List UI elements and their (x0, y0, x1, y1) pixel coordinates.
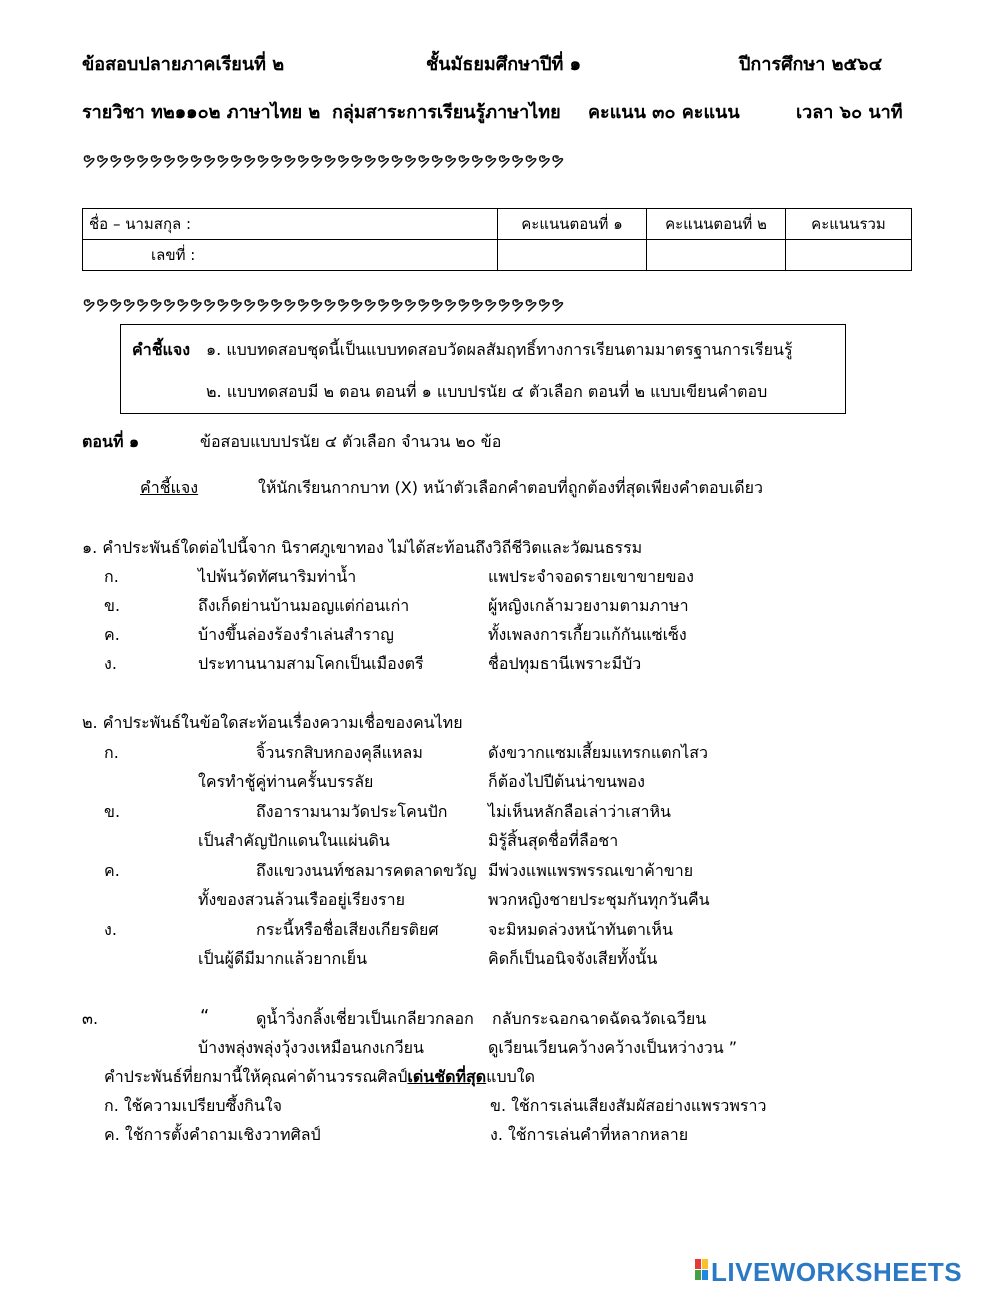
q1-option-c-marker[interactable]: ค. (104, 625, 120, 644)
question-3-number: ๓. (82, 1009, 99, 1028)
logo-text: LIVEWORKSHEETS (711, 1257, 963, 1287)
q1-option-d-marker[interactable]: ง. (104, 654, 117, 673)
name-field[interactable] (83, 209, 498, 240)
q2-option-d-line-4: คิดก็เป็นอนิจจังเสียทั้งนั้น (488, 949, 658, 968)
question-3-prefix: คำประพันธ์ที่ยกมานี้ให้คุณค่าด้านวรรณศิลป์ (104, 1067, 408, 1086)
question-3-open-quote: “ (200, 1006, 210, 1027)
q2-option-c-marker[interactable]: ค. (104, 861, 120, 880)
q1-option-a-marker[interactable]: ก. (104, 567, 119, 586)
q2-option-a-line-4: ก็ต้องไปปีต้นน่าขนพอง (488, 772, 645, 791)
q2-option-c-line-3: ทั้งของสวนล้วนเรืออยู่เรียงราย (198, 890, 405, 909)
score-part2-cell[interactable] (647, 240, 786, 271)
logo-block-green (695, 1270, 701, 1280)
subject-code: รายวิชา ท๒๑๑๐๒ ภาษาไทย ๒ (82, 102, 321, 123)
q1-option-a-line-2: แพประจำจอดรายเขาขายของ (488, 567, 694, 586)
ornament-divider-top: ຯຯຯຯຯຯຯຯຯຯຯຯຯຯຯຯຯຯຯຯຯຯຯຯຯຯຯຯຯຯຯຯຯຯຯຯ (82, 150, 565, 170)
ornament-divider-bottom: ຯຯຯຯຯຯຯຯຯຯຯຯຯຯຯຯຯຯຯຯຯຯຯຯຯຯຯຯຯຯຯຯຯຯຯຯ (82, 294, 565, 314)
score-part1-header: คะแนนตอนที่ ๑ (498, 209, 647, 240)
q3-verse-line-2: กลับกระฉอกฉาดฉัดฉวัดเฉวียน (492, 1009, 707, 1028)
part1-label: ตอนที่ ๑ (82, 432, 140, 451)
time-limit: เวลา ๖๐ นาที (796, 102, 903, 123)
q2-option-b-line-1: ถึงอารามนามวัดประโคนปัก (256, 802, 448, 821)
q3-option-a[interactable]: ก. ใช้ความเปรียบซึ้งกินใจ (104, 1096, 282, 1115)
q2-option-c-line-1: ถึงแขวงนนท์ชลมารคตลาดขวัญ (256, 861, 477, 880)
academic-year: ปีการศึกษา ๒๕๖๔ (739, 54, 883, 75)
q3-verse-line-4: ดูเวียนเวียนคว้างคว้างเป็นหว่างวน ” (488, 1038, 738, 1057)
score-part1-cell[interactable] (498, 240, 647, 271)
q2-option-a-marker[interactable]: ก. (104, 743, 119, 762)
q3-option-b[interactable]: ข. ใช้การเล่นเสียงสัมผัสอย่างแพรวพราว (490, 1096, 767, 1115)
q2-option-d-line-2: จะมิหมดล่วงหน้าทันตาเห็น (488, 920, 673, 939)
q2-option-b-line-4: มิรู้สิ้นสุดชื่อที่ลือชา (488, 831, 619, 850)
student-info-table (82, 208, 912, 271)
q1-option-b-line-1: ถึงเก็ดย่านบ้านมอญแต่ก่อนเก่า (198, 596, 410, 615)
score-part2-header: คะแนนตอนที่ ๒ (647, 209, 786, 240)
exam-title: ข้อสอบปลายภาคเรียนที่ ๒ (82, 54, 285, 75)
logo-block-yellow (702, 1259, 708, 1269)
q2-option-c-line-2: มีพ่วงแพแพรพรรณเขาค้าขาย (488, 861, 694, 880)
q3-option-c[interactable]: ค. ใช้การตั้งคำถามเชิงวาทศิลป์ (104, 1125, 321, 1144)
grade-level: ชั้นมัธยมศึกษาปีที่ ๑ (426, 54, 582, 75)
name-label: ชื่อ – นามสกุล : (89, 215, 192, 233)
q3-verse-line-1: ดูน้ำวิ่งกลิ้งเชี่ยวเป็นเกลียวกลอก (256, 1009, 474, 1028)
q2-option-b-line-3: เป็นสำคัญปักแดนในแผ่นดิน (198, 831, 390, 850)
q1-option-b-marker[interactable]: ข. (104, 596, 121, 615)
question-1: ๑. คำประพันธ์ใดต่อไปนี้จาก นิราศภูเขาทอง ไม่ได้สะท้อนถึงวิถีชีวิตและวัฒนธรรม (82, 538, 643, 557)
q2-option-d-marker[interactable]: ง. (104, 920, 117, 939)
q2-option-c-line-4: พวกหญิงชายประชุมกันทุกวันคืน (488, 890, 710, 909)
q2-option-b-marker[interactable]: ข. (104, 802, 121, 821)
question-3-suffix: แบบใด (486, 1067, 535, 1086)
q1-option-c-line-1: บ้างขึ้นล่องร้องรำเล่นสำราญ (198, 625, 394, 644)
number-field[interactable] (83, 240, 498, 271)
q1-option-c-line-2: ทั้งเพลงการเกี้ยวแก้กันแซ่เซ็ง (488, 625, 687, 644)
subject-group: กลุ่มสาระการเรียนรู้ภาษาไทย (332, 102, 561, 123)
q2-option-a-line-3: ใครทำชู้คู่ท่านครั้นบรรลัย (198, 772, 374, 791)
part1-instructions-label: คำชี้แจง (140, 478, 199, 497)
q1-option-d-line-1: ประทานนามสามโคกเป็นเมืองตรี (198, 654, 424, 673)
number-label: เลขที่ : (151, 246, 196, 264)
logo-block-blue (702, 1270, 708, 1280)
score-total-header: คะแนนรวม (786, 209, 912, 240)
q1-option-d-line-2: ชื่อปทุมธานีเพราะมีบัว (488, 654, 642, 673)
q3-verse-line-3: บ้างพลุ่งพลุ่งวุ้งวงเหมือนกงเกวียน (198, 1038, 424, 1057)
instructions-line-1: ๑. แบบทดสอบชุดนี้เป็นแบบทดสอบวัดผลสัมฤทธิ์ทางการเรียนตามมาตรฐานการเรียนรู้ (206, 340, 793, 359)
instructions-label: คำชี้แจง (132, 340, 191, 359)
q3-option-d[interactable]: ง. ใช้การเล่นคำที่หลากหลาย (490, 1125, 689, 1144)
instructions-line-2: ๒. แบบทดสอบมี ๒ ตอน ตอนที่ ๑ แบบปรนัย ๔ ตัวเลือก ตอนที่ ๒ แบบเขียนคำตอบ (206, 382, 768, 401)
q2-option-a-line-1: จิ้วนรกสิบหกองคุลีแหลม (256, 743, 423, 762)
q2-option-b-line-2: ไม่เห็นหลักลือเล่าว่าเสาหิน (488, 802, 671, 821)
q2-option-d-line-1: กระนี้หรือชื่อเสียงเกียรติยศ (256, 920, 439, 939)
logo-block-red (695, 1259, 701, 1269)
question-3-emphasis: เด่นชัดที่สุด (407, 1067, 487, 1086)
score-total-cell[interactable] (786, 240, 912, 271)
q2-option-a-line-2: ดังขวากแซมเสี้ยมแทรกแตกไสว (488, 743, 708, 762)
question-3 (104, 1069, 535, 1085)
q1-option-a-line-1: ไปพ้นวัดทัศนาริมท่าน้ำ (198, 567, 357, 586)
part1-instructions-text: ให้นักเรียนกากบาท (X) หน้าตัวเลือกคำตอบที่ถูกต้องที่สุดเพียงคำตอบเดียว (258, 478, 763, 497)
q1-option-b-line-2: ผู้หญิงเกล้ามวยงามตามภาษา (488, 596, 689, 615)
part1-description: ข้อสอบแบบปรนัย ๔ ตัวเลือก จำนวน ๒๐ ข้อ (200, 432, 502, 451)
question-2: ๒. คำประพันธ์ในข้อใดสะท้อนเรื่องความเชื่อของคนไทย (82, 713, 463, 732)
q2-option-d-line-3: เป็นผู้ดีมีมากแล้วยากเย็น (198, 949, 368, 968)
score-total: คะแนน ๓๐ คะแนน (588, 102, 740, 123)
